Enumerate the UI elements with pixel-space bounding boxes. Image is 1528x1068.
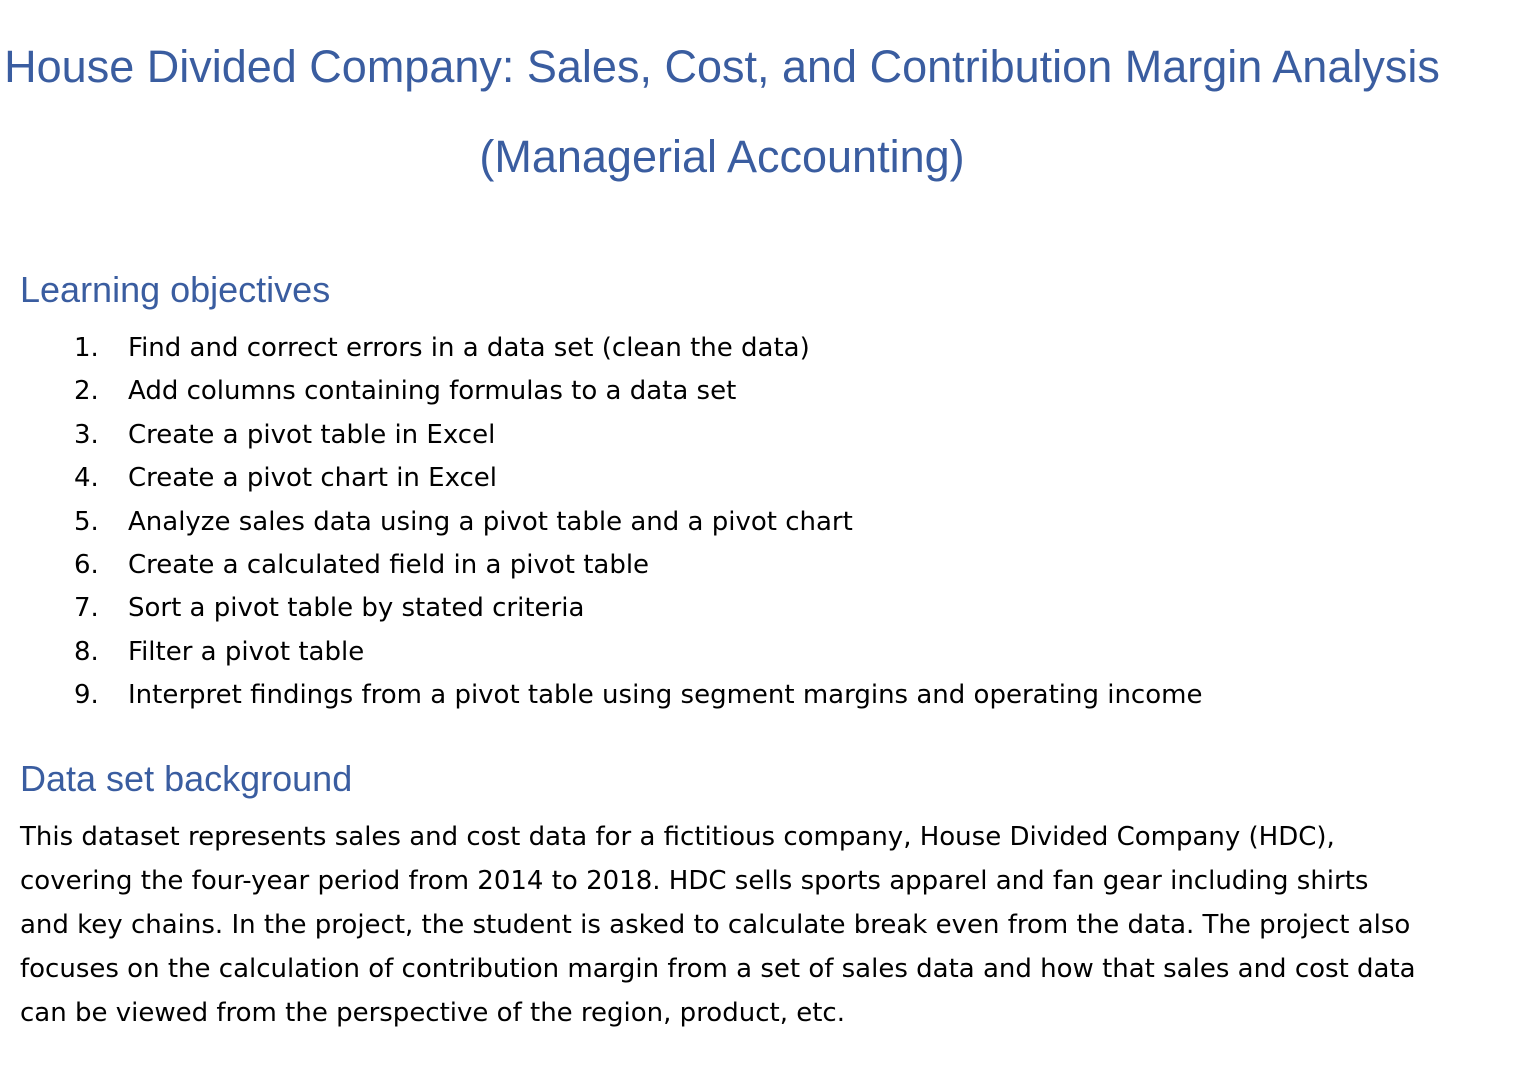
- list-item-text: Filter a pivot table: [128, 636, 365, 667]
- list-item-text: Create a calculated field in a pivot table: [128, 549, 650, 580]
- list-item-text: Interpret findings from a pivot table using segment margins and operating income: [128, 680, 1203, 711]
- list-item-text: Sort a pivot table by stated criteria: [128, 593, 585, 624]
- list-item-number: 6.: [74, 549, 99, 580]
- data-set-background-paragraph: This dataset represents sales and cost data for a fictitious company, House Divided Company (HDC), covering the four-year period from 2014 to 2018. HDC sells sports apparel and fan gear including shirts and key chains. In the project, the student is asked to calculate break even from the data. The project also focuses on the calculation of contribution margin from a set of sales data and how that sales and cost data can be viewed from the perspective of the region, product, etc.: [20, 822, 1416, 1028]
- list-item-number: 9.: [74, 680, 99, 711]
- list-item-text: Create a pivot chart in Excel: [128, 463, 498, 494]
- list-item-text: Find and correct errors in a data set (clean the data): [128, 333, 810, 363]
- learning-objectives-heading: Learning objectives: [20, 269, 331, 310]
- list-item-number: 3.: [74, 419, 99, 450]
- list-item-text: Create a pivot table in Excel: [128, 419, 496, 450]
- list-item-number: 1.: [74, 333, 99, 363]
- data-set-background-heading: Data set background: [20, 758, 353, 799]
- list-item-number: 2.: [74, 376, 99, 407]
- list-item-text: Add columns containing formulas to a data set: [128, 376, 737, 407]
- list-item-number: 4.: [74, 463, 99, 494]
- list-item-number: 8.: [74, 636, 99, 667]
- document-title: House Divided Company: Sales, Cost, and Contribution Margin Analysis (Managerial Accounting): [4, 41, 1440, 182]
- list-item-number: 5.: [74, 506, 99, 537]
- list-item-number: 7.: [74, 593, 99, 624]
- list-item-text: Analyze sales data using a pivot table and a pivot chart: [128, 506, 853, 537]
